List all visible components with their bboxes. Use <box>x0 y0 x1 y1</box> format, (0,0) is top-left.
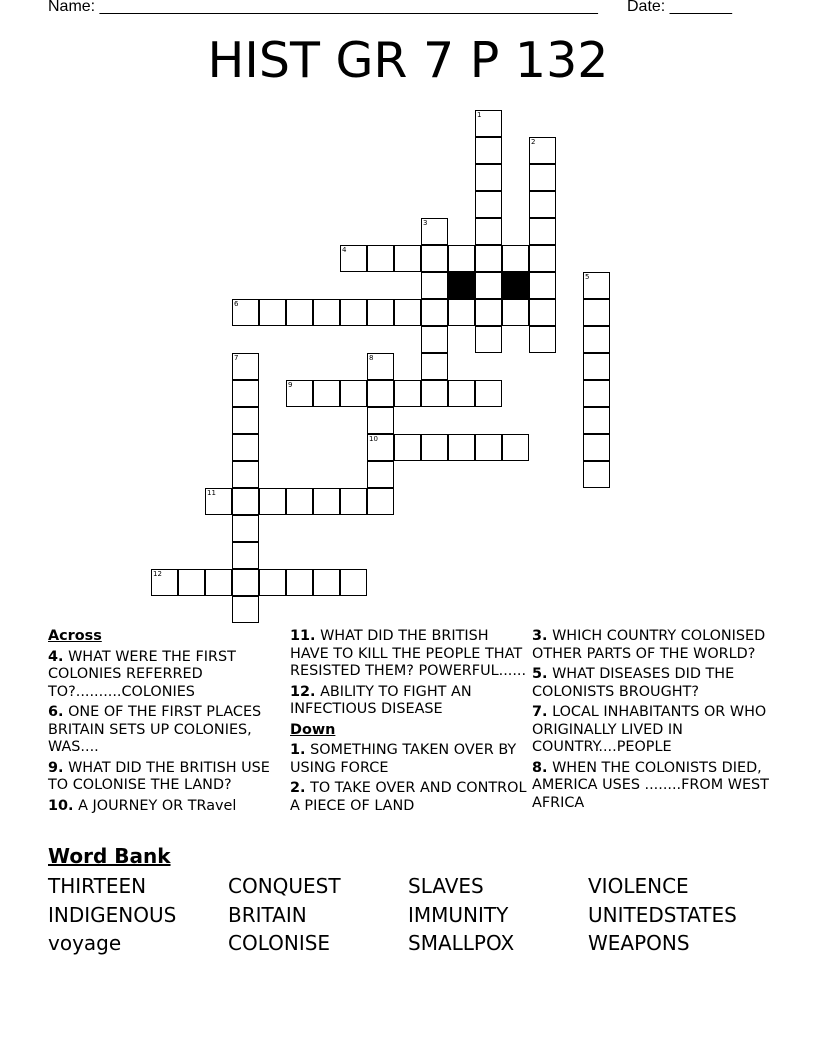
clue-number-label: 8 <box>369 354 374 362</box>
crossword-cell[interactable] <box>475 191 502 218</box>
clues-column-3 <box>532 628 772 815</box>
crossword-cell[interactable] <box>286 569 313 596</box>
crossword-cell[interactable] <box>394 380 421 407</box>
crossword-cell[interactable] <box>394 245 421 272</box>
crossword-cell[interactable] <box>313 299 340 326</box>
crossword-cell[interactable] <box>475 434 502 461</box>
clues-column-1 <box>48 628 286 818</box>
crossword-cell[interactable] <box>529 245 556 272</box>
crossword-cell[interactable] <box>232 461 259 488</box>
crossword-cell[interactable] <box>340 299 367 326</box>
crossword-cell[interactable] <box>583 353 610 380</box>
crossword-cell[interactable] <box>367 461 394 488</box>
clue-across-10: 10. A JOURNEY OR TRavel <box>48 797 237 814</box>
crossword-cell[interactable] <box>583 272 610 299</box>
crossword-cell[interactable] <box>421 299 448 326</box>
clue-number-label: 4 <box>342 246 347 254</box>
word-bank-word: THIRTEEN <box>48 874 147 898</box>
word-bank-word: CONQUEST <box>228 874 341 898</box>
crossword-cell[interactable] <box>448 434 475 461</box>
clue-number-label: 7 <box>234 354 239 362</box>
crossword-cell[interactable] <box>259 569 286 596</box>
crossword-cell[interactable] <box>340 245 367 272</box>
clue-number-label: 5 <box>585 273 590 281</box>
across-heading: Across <box>48 628 102 644</box>
crossword-cell[interactable] <box>340 380 367 407</box>
clue-number-label: 3 <box>423 219 428 227</box>
word-bank-word: IMMUNITY <box>408 903 509 927</box>
crossword-black-cell <box>448 272 475 299</box>
clue-number-label: 6 <box>234 300 239 308</box>
crossword-cell[interactable] <box>502 434 529 461</box>
crossword-cell[interactable] <box>313 569 340 596</box>
crossword-cell[interactable] <box>313 488 340 515</box>
word-bank-word: COLONISE <box>228 931 331 955</box>
crossword-cell[interactable] <box>286 380 313 407</box>
clues-column-2 <box>290 628 528 818</box>
clue-number-label: 1 <box>477 111 482 119</box>
crossword-cell[interactable] <box>421 380 448 407</box>
crossword-cell[interactable] <box>259 488 286 515</box>
crossword-cell[interactable] <box>475 110 502 137</box>
clue-number-label: 12 <box>153 570 162 578</box>
word-bank-word: VIOLENCE <box>588 874 689 898</box>
word-bank-word: UNITEDSTATES <box>588 903 737 927</box>
crossword-cell[interactable] <box>475 245 502 272</box>
word-bank-word: SLAVES <box>408 874 484 898</box>
clue-number-label: 9 <box>288 381 293 389</box>
clue-down-2: 2. TO TAKE OVER AND CONTROL A PIECE OF LAND <box>290 780 527 814</box>
crossword-cell[interactable] <box>205 569 232 596</box>
word-bank-word: voyage <box>48 931 122 955</box>
crossword-cell[interactable] <box>448 245 475 272</box>
crossword-cell[interactable] <box>502 245 529 272</box>
crossword-cell[interactable] <box>529 218 556 245</box>
crossword-cell[interactable] <box>367 380 394 407</box>
page-title: HIST GR 7 P 132 <box>207 32 609 89</box>
word-bank-word: BRITAIN <box>228 903 307 927</box>
crossword-cell[interactable] <box>583 299 610 326</box>
word-bank-word: SMALLPOX <box>408 931 515 955</box>
crossword-cell[interactable] <box>313 380 340 407</box>
crossword-cell[interactable] <box>205 488 232 515</box>
crossword-cell[interactable] <box>583 326 610 353</box>
crossword-cell[interactable] <box>529 326 556 353</box>
crossword-cell[interactable] <box>421 218 448 245</box>
crossword-cell[interactable] <box>340 488 367 515</box>
crossword-black-cell <box>502 272 529 299</box>
clue-number-label: 2 <box>531 138 536 146</box>
crossword-cell[interactable] <box>394 299 421 326</box>
crossword-cell[interactable] <box>475 164 502 191</box>
crossword-cell[interactable] <box>151 569 178 596</box>
clue-down-1: 1. SOMETHING TAKEN OVER BY USING FORCE <box>290 742 517 776</box>
clue-down-7: 7. LOCAL INHABITANTS OR WHO ORIGINALLY LIVED IN COUNTRY....PEOPLE <box>532 704 767 755</box>
clue-across-12: 12. ABILITY TO FIGHT AN INFECTIOUS DISEASE <box>290 683 472 717</box>
clue-across-6: 6. ONE OF THE FIRST PLACES BRITAIN SETS UP COLONIES, WAS.... <box>48 704 262 755</box>
crossword-cell[interactable] <box>448 380 475 407</box>
clue-number-label: 10 <box>369 435 378 443</box>
crossword-cell[interactable] <box>529 164 556 191</box>
crossword-cell[interactable] <box>421 272 448 299</box>
crossword-cell[interactable] <box>367 434 394 461</box>
word-bank-word: INDIGENOUS <box>48 903 177 927</box>
crossword-cell[interactable] <box>502 299 529 326</box>
crossword-cell[interactable] <box>421 245 448 272</box>
crossword-cell[interactable] <box>421 434 448 461</box>
crossword-cell[interactable] <box>232 353 259 380</box>
crossword-cell[interactable] <box>232 596 259 623</box>
crossword-cell[interactable] <box>475 380 502 407</box>
crossword-cell[interactable] <box>583 407 610 434</box>
crossword-cell[interactable] <box>232 434 259 461</box>
crossword-cell[interactable] <box>583 461 610 488</box>
crossword-cell[interactable] <box>178 569 205 596</box>
crossword-cell[interactable] <box>232 488 259 515</box>
crossword-cell[interactable] <box>232 407 259 434</box>
crossword-cell[interactable] <box>340 569 367 596</box>
date-field-line: Date: _______ <box>627 0 732 15</box>
clue-down-5: 5. WHAT DISEASES DID THE COLONISTS BROUGHT? <box>532 666 735 700</box>
crossword-cell[interactable] <box>529 299 556 326</box>
clue-number-label: 11 <box>207 489 216 497</box>
clue-across-11: 11. WHAT DID THE BRITISH HAVE TO KILL THE PEOPLE THAT RESISTED THEM? POWERFUL...... <box>290 628 527 679</box>
word-bank-word: WEAPONS <box>588 931 690 955</box>
crossword-cell[interactable] <box>232 380 259 407</box>
crossword-cell[interactable] <box>367 299 394 326</box>
crossword-cell[interactable] <box>232 569 259 596</box>
crossword-cell[interactable] <box>448 299 475 326</box>
crossword-cell[interactable] <box>286 299 313 326</box>
crossword-cell[interactable] <box>367 353 394 380</box>
crossword-cell[interactable] <box>367 488 394 515</box>
name-field-line: Name: ________________________________________________________ <box>48 0 598 15</box>
word-bank-title: Word Bank <box>48 844 171 868</box>
crossword-cell[interactable] <box>475 137 502 164</box>
crossword-cell[interactable] <box>367 407 394 434</box>
crossword-cell[interactable] <box>421 326 448 353</box>
crossword-cell[interactable] <box>394 434 421 461</box>
crossword-cell[interactable] <box>475 218 502 245</box>
crossword-cell[interactable] <box>583 434 610 461</box>
clue-across-9: 9. WHAT DID THE BRITISH USE TO COLONISE THE LAND? <box>48 759 270 793</box>
crossword-cell[interactable] <box>232 299 259 326</box>
clue-across-4: 4. WHAT WERE THE FIRST COLONIES REFERRED TO?..........COLONIES <box>48 648 236 700</box>
crossword-cell[interactable] <box>475 272 502 299</box>
crossword-cell[interactable] <box>286 488 313 515</box>
crossword-cell[interactable] <box>529 137 556 164</box>
down-heading: Down <box>290 721 336 738</box>
crossword-cell[interactable] <box>583 380 610 407</box>
crossword-cell[interactable] <box>232 515 259 542</box>
crossword-cell[interactable] <box>367 245 394 272</box>
crossword-cell[interactable] <box>529 191 556 218</box>
crossword-cell[interactable] <box>475 299 502 326</box>
crossword-cell[interactable] <box>232 542 259 569</box>
clue-down-3: 3. WHICH COUNTRY COLONISED OTHER PARTS OF THE WORLD? <box>532 628 766 662</box>
crossword-cell[interactable] <box>259 299 286 326</box>
clue-down-8: 8. WHEN THE COLONISTS DIED, AMERICA USES ........FROM WEST AFRICA <box>532 759 769 811</box>
crossword-cell[interactable] <box>421 353 448 380</box>
crossword-cell[interactable] <box>529 272 556 299</box>
crossword-cell[interactable] <box>475 326 502 353</box>
